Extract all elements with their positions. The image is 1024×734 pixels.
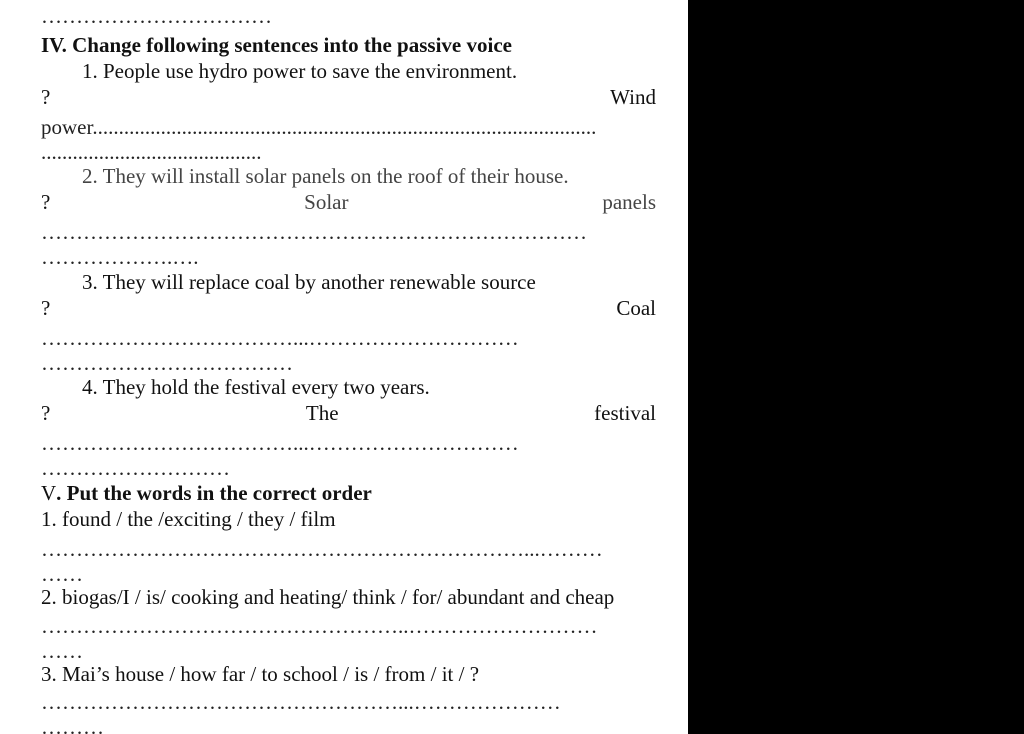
black-side-panel [688, 0, 1024, 734]
order-item-3-text: 3. Mai’s house / how far / to school / is / from / it / ? [41, 662, 480, 686]
order-item-2-answer-line-2[interactable]: …… [41, 639, 83, 663]
section-5-heading [41, 481, 656, 505]
section-5-number: V [41, 481, 57, 505]
item-4-sentence: 4. They hold the festival every two years. [82, 375, 430, 399]
order-item-1-answer-line-1[interactable]: ……………………………………………………………...……… [41, 537, 603, 561]
item-3-answer-line-2[interactable]: ……………………………… [41, 351, 293, 375]
section-4-title: . Change following sentences into the passive voice [61, 33, 512, 57]
item-1-start-word: Wind [610, 85, 656, 109]
top-answer-line: …………………………… [41, 4, 272, 28]
section-5-title: . Put the words in the correct order [56, 481, 372, 505]
item-3-prompt [41, 296, 656, 320]
item-4-start-word-b: festival [594, 401, 656, 425]
item-2-start-word-a: Solar [304, 190, 349, 214]
item-4-answer-line-1[interactable]: ………………………………...………………………… [41, 431, 519, 455]
order-item-3-answer-line-1[interactable]: ……………………………………………...………………… [41, 690, 561, 714]
item-2-start-word-b: panels [602, 190, 656, 214]
order-item-2-text: 2. biogas/I / is/ cooking and heating/ think / for/ abundant and cheap [41, 585, 615, 609]
order-item-3-answer-line-2[interactable]: ……… [41, 715, 104, 734]
section-4-number: IV [41, 33, 62, 57]
item-3-arrow-mark: ? [41, 296, 51, 320]
item-3-sentence: 3. They will replace coal by another renewable source [82, 270, 536, 294]
item-4-prompt [41, 401, 656, 425]
item-1-answer-line-1[interactable]: power................................................................................................ [41, 115, 597, 139]
order-item-1-text: 1. found / the /exciting / they / film [41, 507, 336, 531]
item-1-prompt [41, 85, 656, 109]
item-3-answer-line-1[interactable]: ………………………………...………………………… [41, 326, 519, 350]
item-1-sentence: 1. People use hydro power to save the environment. [82, 59, 518, 83]
item-3-start-word: Coal [616, 296, 656, 320]
section-4-heading [41, 33, 656, 57]
item-2-sentence: 2. They will install solar panels on the roof of their house. [82, 164, 569, 188]
item-2-arrow-mark: ? [41, 190, 51, 214]
item-1-answer-line-2[interactable]: .......................................... [41, 140, 262, 164]
order-item-1-answer-line-2[interactable]: …… [41, 562, 83, 586]
item-4-start-word-a: The [305, 401, 339, 425]
order-item-2-answer-line-1[interactable]: ……………………………………………..……………………… [41, 614, 598, 638]
item-2-prompt [41, 190, 656, 214]
item-1-arrow-mark: ? [41, 85, 51, 109]
item-4-arrow-mark: ? [41, 401, 51, 425]
item-2-answer-line-2[interactable]: ……………….…. [41, 245, 199, 269]
item-2-answer-line-1[interactable]: …………………………………………………………………… [41, 220, 587, 244]
item-4-answer-line-2[interactable]: ……………………… [41, 456, 230, 480]
